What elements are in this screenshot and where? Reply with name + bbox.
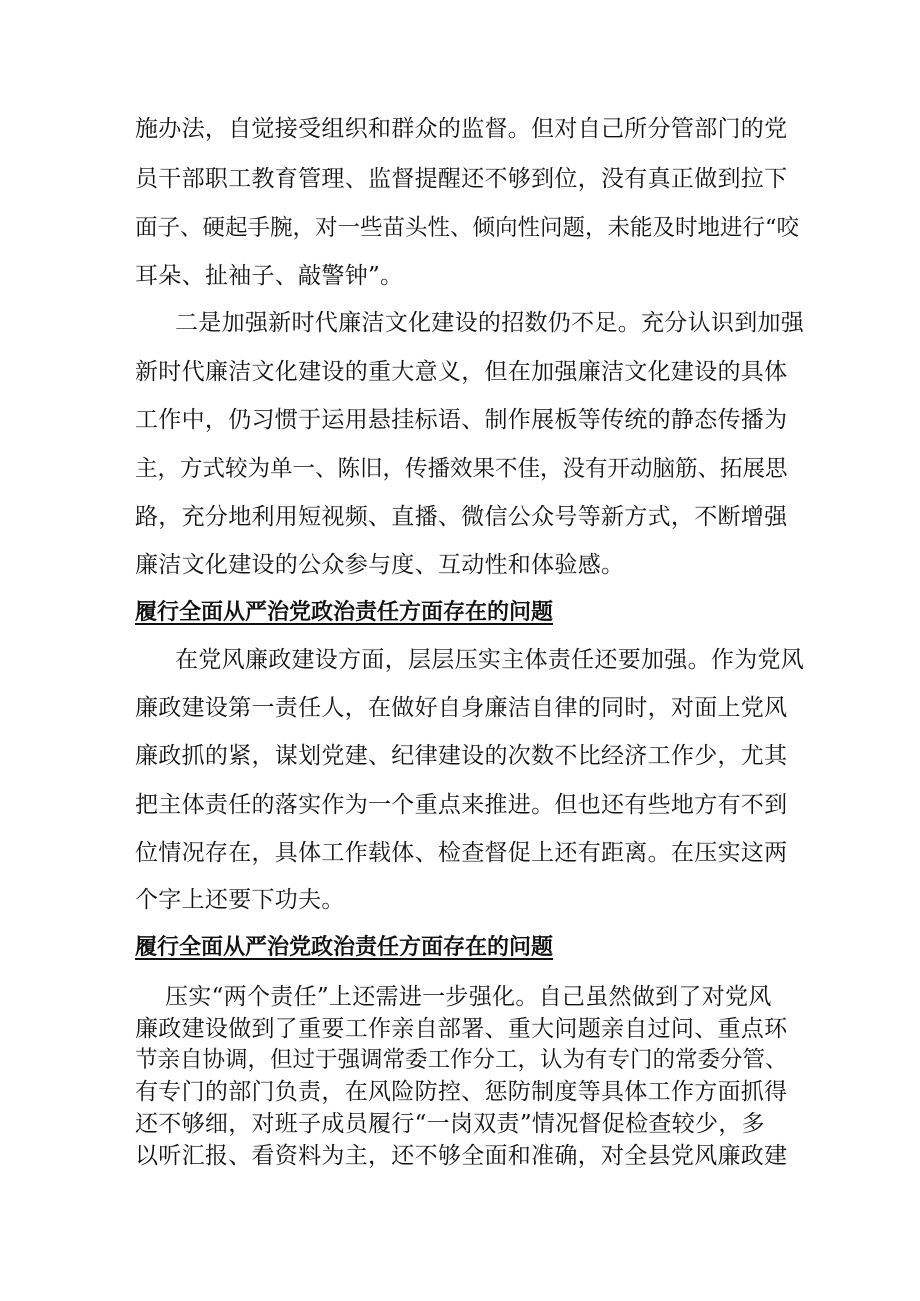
paragraph-3-line-2: 廉政建设第一责任人，在做好自身廉洁自律的同时，对面上党风: [135, 695, 788, 721]
paragraph-1-line-1: 施办法，自觉接受组织和群众的监督。但对自己所分管部门的党: [135, 116, 788, 142]
paragraph-4-line-5: 还不够细，对班子成员履行“一岗双责”情况督促检查较少，多: [135, 1111, 765, 1137]
section-heading-1: 履行全面从严治党政治责任方面存在的问题: [135, 599, 554, 625]
paragraph-4-line-4: 有专门的部门负责，在风险防控、惩防制度等具体工作方面抓得: [135, 1079, 788, 1105]
paragraph-1-line-4: 耳朵、扯袖子、敲警钟”。: [135, 263, 404, 289]
paragraph-2-line-4: 主，方式较为单一、陈旧，传播效果不佳，没有开动脑筋、拓展思: [135, 456, 788, 482]
paragraph-3-line-1: 在党风廉政建设方面，层层压实主体责任还要加强。作为党风: [175, 647, 805, 673]
paragraph-3-line-3: 廉政抓的紧，谋划党建、纪律建设的次数不比经济工作少，尤其: [135, 743, 788, 769]
paragraph-2-line-5: 路，充分地利用短视频、直播、微信公众号等新方式，不断增强: [135, 504, 788, 530]
paragraph-4-line-2: 廉政建设做到了重要工作亲自部署、重大问题亲自过问、重点环: [135, 1016, 788, 1042]
paragraph-4-line-6: 以听汇报、看资料为主，还不够全面和准确，对全县党风廉政建: [135, 1143, 788, 1169]
paragraph-2-line-3: 工作中，仍习惯于运用悬挂标语、制作展板等传统的静态传播为: [135, 407, 788, 433]
paragraph-4-line-1: 压实“两个责任”上还需进一步强化。自己虽然做到了对党风: [165, 984, 772, 1010]
section-heading-2: 履行全面从严治党政治责任方面存在的问题: [135, 934, 554, 960]
paragraph-3-line-4: 把主体责任的落实作为一个重点来推进。但也还有些地方有不到: [135, 792, 788, 818]
paragraph-2-line-6: 廉洁文化建设的公众参与度、互动性和体验感。: [135, 552, 625, 578]
paragraph-1-line-2: 员干部职工教育管理、监督提醒还不够到位，没有真正做到拉下: [135, 166, 788, 192]
paragraph-1-line-3: 面子、硬起手腕，对一些苗头性、倾向性问题，未能及时地进行“咬: [135, 215, 800, 241]
paragraph-2-line-2: 新时代廉洁文化建设的重大意义，但在加强廉洁文化建设的具体: [135, 359, 788, 385]
paragraph-3-line-6: 个字上还要下功夫。: [135, 887, 345, 913]
paragraph-3-line-5: 位情况存在，具体工作载体、检查督促上还有距离。在压实这两: [135, 840, 788, 866]
paragraph-2-line-1: 二是加强新时代廉洁文化建设的招数仍不足。充分认识到加强: [175, 310, 805, 336]
paragraph-4-line-3: 节亲自协调，但过于强调常委工作分工，认为有专门的常委分管、: [135, 1047, 788, 1073]
